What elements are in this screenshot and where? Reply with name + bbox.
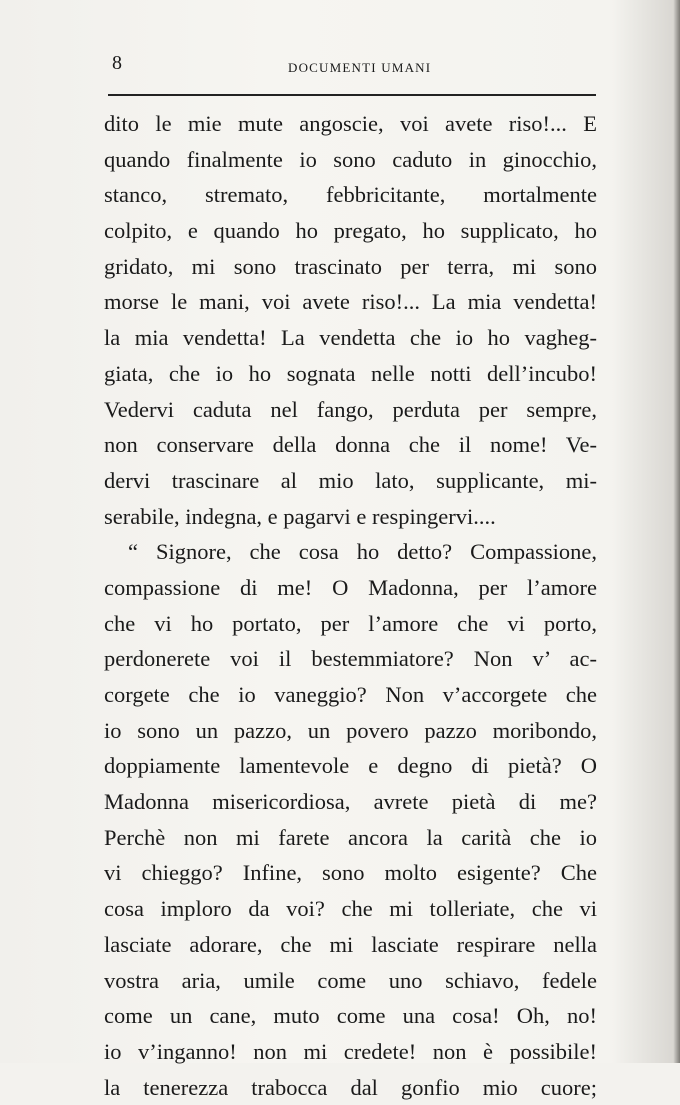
text-line: morse le mani, voi avete riso!... La mia vendetta! [104, 289, 597, 315]
text-line: Vedervi caduta nel fango, perduta per sempre, [104, 396, 597, 422]
text-line: cosa imploro da voi? che mi tolleriate, che vi [104, 896, 597, 922]
text-line: non conservare della donna che il nome! Ve- [104, 432, 597, 458]
page-edge-shadow [674, 0, 680, 1063]
text-line: vi chieggo? Infine, sono molto esigente? Che [104, 860, 597, 886]
text-line: perdonerete voi il bestemmiatore? Non v’ ac- [104, 646, 597, 672]
header-rule [108, 94, 596, 96]
body-text [104, 106, 597, 1105]
text-line: io v’inganno! non mi credete! non è possibile! [104, 1038, 597, 1064]
text-line: lasciate adorare, che mi lasciate respirare nella [104, 931, 597, 957]
text-line: compassione di me! O Madonna, per l’amore [104, 574, 597, 600]
text-line: stanco, stremato, febbricitante, mortalmente [104, 182, 597, 208]
text-line: io sono un pazzo, un povero pazzo moribondo, [104, 717, 597, 743]
running-title: DOCUMENTI UMANI [288, 60, 432, 75]
text-line: Perchè non mi farete ancora la carità che io [104, 824, 597, 850]
text-line: dito le mie mute angoscie, voi avete riso!... E [104, 111, 597, 136]
text-line: la mia vendetta! La vendetta che io ho vagheg- [104, 325, 597, 351]
text-line: giata, che io ho sognata nelle notti dell’incubo! [104, 360, 597, 386]
paragraph-start-line: “ Signore, che cosa ho detto? Compassione, [128, 539, 597, 565]
text-line: Madonna misericordiosa, avrete pietà di me? [104, 789, 597, 815]
text-line: dervi trascinare al mio lato, supplicante, mi- [104, 467, 597, 493]
text-line: la tenerezza trabocca dal gonfio mio cuore; [104, 1074, 597, 1100]
text-line: corgete che io vaneggio? Non v’accorgete che [104, 682, 597, 707]
page-number: 8 [112, 52, 122, 74]
paragraph-end-line: serabile, indegna, e pagarvi e respingervi.... [104, 503, 496, 529]
text-line: vostra aria, umile come uno schiavo, fedele [104, 967, 597, 993]
text-line: come un cane, muto come una cosa! Oh, no! [104, 1003, 597, 1029]
text-line: doppiamente lamentevole e degno di pietà? O [104, 753, 597, 779]
text-line: gridato, mi sono trascinato per terra, mi sono [104, 253, 597, 279]
text-line: che vi ho portato, per l’amore che vi porto, [104, 610, 597, 636]
text-line: colpito, e quando ho pregato, ho supplicato, ho [104, 218, 597, 244]
text-line: quando finalmente io sono caduto in ginocchio, [104, 146, 597, 172]
